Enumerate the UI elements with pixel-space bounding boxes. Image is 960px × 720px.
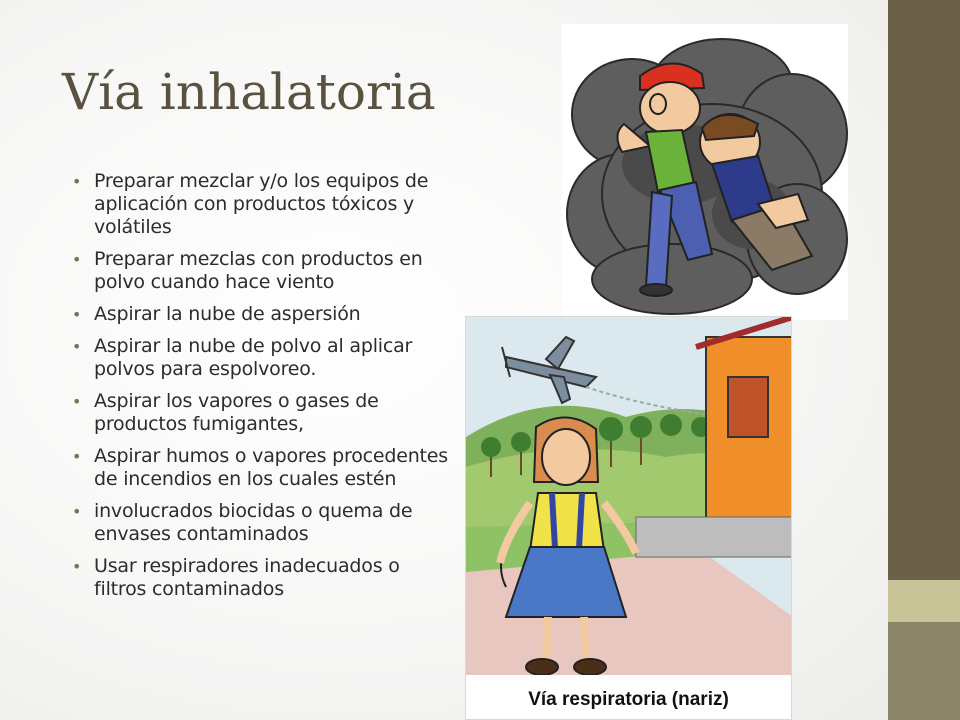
bullet-icon: • [72, 172, 82, 191]
bullet-icon: • [72, 502, 82, 521]
respiratory-illustration [465, 316, 792, 720]
bullet-icon: • [72, 447, 82, 466]
decorative-sidebar [888, 0, 960, 720]
bullet-item [70, 248, 452, 294]
sidebar-accent-dark [888, 622, 960, 720]
bullet-list [70, 170, 452, 610]
image-caption: Vía respiratoria (nariz) [528, 689, 729, 710]
bullet-text: involucrados biocidas o quema de envases contaminados [94, 500, 413, 545]
bullet-text: Aspirar la nube de aspersión [94, 303, 361, 325]
bullet-icon: • [72, 557, 82, 576]
bullet-item [70, 390, 452, 436]
bullet-text: Preparar mezclas con productos en polvo cuando hace viento [94, 248, 423, 293]
bullet-text: Preparar mezclar y/o los equipos de aplicación con productos tóxicos y volátiles [94, 170, 429, 238]
bullet-item [70, 303, 452, 326]
bullet-icon: • [72, 305, 82, 324]
smoke-illustration [562, 24, 848, 320]
bullet-item [70, 500, 452, 546]
bullet-text: Aspirar la nube de polvo al aplicar polvos para espolvoreo. [94, 335, 413, 380]
bullet-icon: • [72, 392, 82, 411]
bullet-text: Aspirar humos o vapores procedentes de incendios en los cuales estén [94, 445, 449, 490]
smoke-scene-image [562, 24, 848, 320]
sidebar-accent-light [888, 580, 960, 622]
bullet-text: Aspirar los vapores o gases de productos fumigantes, [94, 390, 379, 435]
bullet-text: Usar respiradores inadecuados o filtros contaminados [94, 555, 400, 600]
bullet-item [70, 170, 452, 239]
bullet-icon: • [72, 337, 82, 356]
bullet-item [70, 335, 452, 381]
bullet-item [70, 445, 452, 491]
bullet-icon: • [72, 250, 82, 269]
bullet-item [70, 555, 452, 601]
slide-title: Vía inhalatoria [62, 63, 436, 121]
girl-scene-image [466, 317, 792, 720]
